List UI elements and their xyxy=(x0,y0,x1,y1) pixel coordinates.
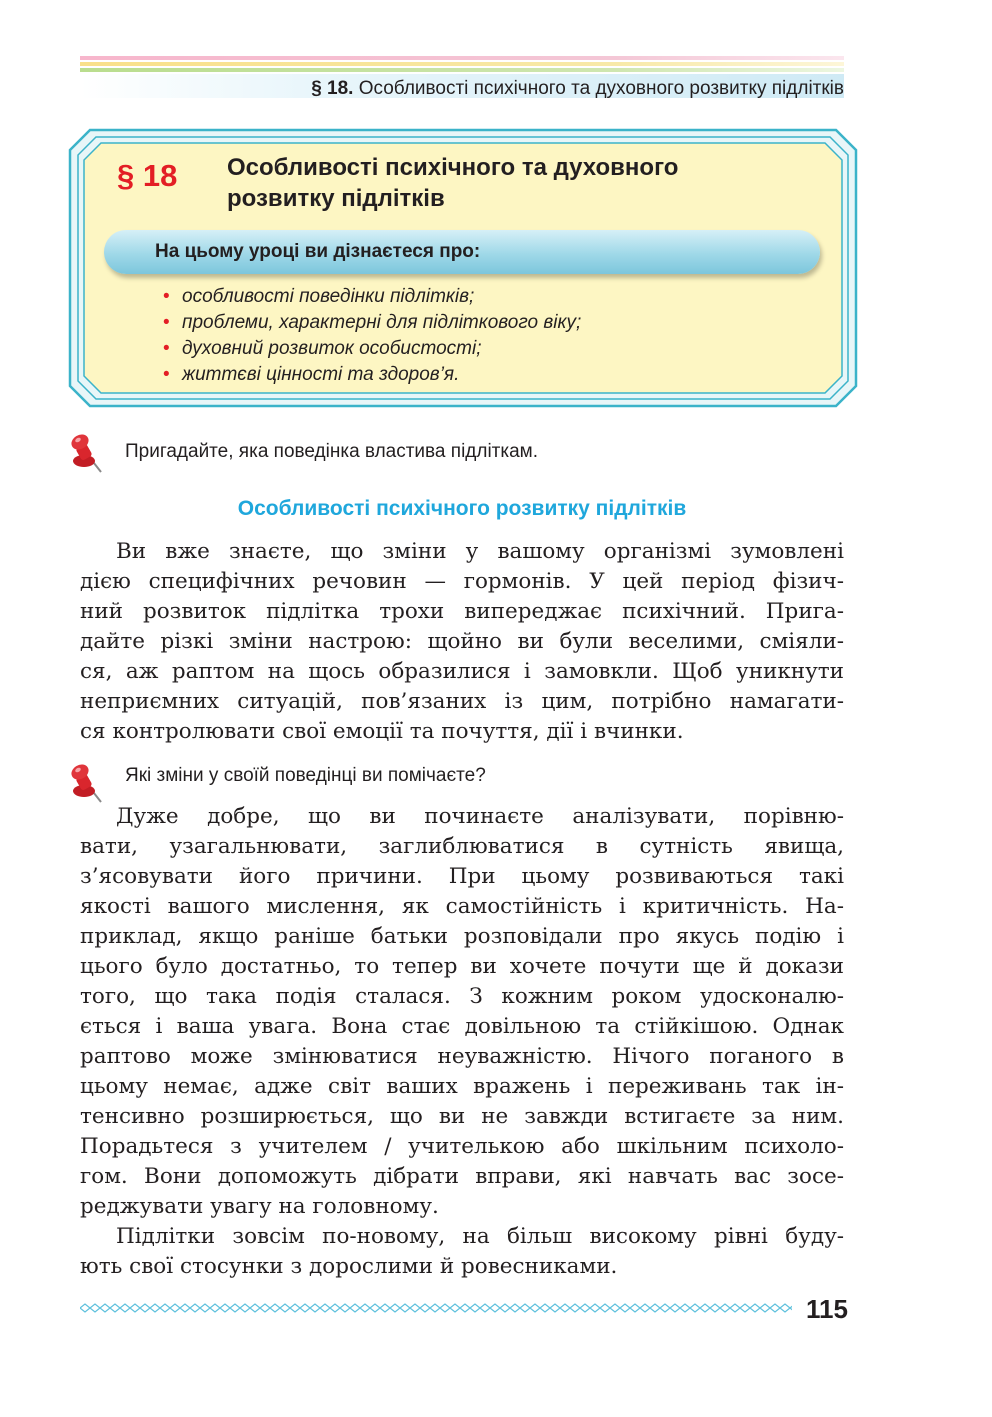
bullet-icon: • xyxy=(163,364,170,385)
text-line: вати, узагальнювати, заглиблюватися в сутність явища, xyxy=(80,834,844,859)
bullet-icon: • xyxy=(163,312,170,333)
recall-prompt: Пригадайте, яка поведінка властива підліткам. xyxy=(125,441,539,462)
bullet-icon: • xyxy=(163,286,170,307)
text-line: якості вашого мислення, як самостійність і критичність. На- xyxy=(80,894,844,919)
text-line: Дуже добре, що ви починаєте аналізувати, порівню- xyxy=(116,804,844,829)
section-number: § 18 xyxy=(117,158,178,193)
list-item-text: особливості поведінки підлітків; xyxy=(182,286,475,307)
bullet-icon: • xyxy=(163,338,170,359)
text-line: ся, аж раптом на щось образилися і замовкли. Щоб уникнути xyxy=(80,659,844,684)
text-line: реджувати увагу на головному. xyxy=(80,1194,439,1219)
text-line: тенсивно розширюється, що ви не завжди встигаєте за ним. xyxy=(80,1104,844,1129)
text-line: ється і ваша увага. Вона стає довільною та стійкішою. Однак xyxy=(80,1014,844,1039)
paragraph-1 xyxy=(80,537,844,747)
list-item-text: життєві цінності та здоров’я. xyxy=(182,364,460,385)
running-head xyxy=(311,78,844,100)
learn-list xyxy=(160,284,581,388)
running-head-title: Особливості психічного та духовного розвитку підлітків xyxy=(353,78,844,99)
text-line: з’ясовувати його причини. При цьому розвиваються такі xyxy=(80,864,844,889)
paragraph-2 xyxy=(80,802,844,1222)
text-line: Порадьтеся з учителем / учителькою або шкільним психоло- xyxy=(80,1134,844,1159)
page-number: 115 xyxy=(806,1294,848,1324)
text-line: цьому немає, адже світ ваших вражень і переживань так ін- xyxy=(80,1074,844,1099)
text-line: раптово може змінюватися неуважністю. Нічого поганого в xyxy=(80,1044,844,1069)
subheading: Особливості психічного розвитку підлітків xyxy=(237,497,687,520)
text-line: ють свої стосунки з дорослими й ровесниками. xyxy=(80,1254,618,1279)
list-item xyxy=(160,336,581,362)
text-line: Підлітки зовсім по-новому, на більш високому рівні буду- xyxy=(116,1224,844,1249)
paragraph-3 xyxy=(80,1222,844,1282)
text-line: Ви вже знаєте, що зміни у вашому організмі зумовлені xyxy=(116,539,844,564)
text-line: цього було достатньо, то тепер ви хочете почути ще й докази xyxy=(80,954,844,979)
text-line: гом. Вони допоможуть дібрати вправи, які навчать вас зосе- xyxy=(80,1164,844,1189)
text-line: дією специфічних речовин — гормонів. У цей період фізич- xyxy=(80,569,844,594)
section-title-line1: Особливості психічного та духовного xyxy=(227,154,679,181)
pushpin-icon xyxy=(70,432,110,476)
list-item-text: духовний розвиток особистості; xyxy=(182,338,482,359)
list-item xyxy=(160,310,581,336)
text-line: ся контролювати свої емоції та почуття, дії і вчинки. xyxy=(80,719,684,744)
running-head-section: § 18. xyxy=(311,78,354,99)
text-line: неприємних ситуацій, пов’язаних із цим, потрібно намагати- xyxy=(80,689,844,714)
list-item-text: проблеми, характерні для підліткового віку; xyxy=(182,312,582,333)
text-line: того, що така подія сталася. З кожним роком удосконалю- xyxy=(80,984,844,1009)
learn-label: На цьому уроці ви дізнаєтеся про: xyxy=(155,241,481,262)
section-title-line2: розвитку підлітків xyxy=(227,185,445,212)
section-title xyxy=(227,152,787,214)
text-line: дайте різкі зміни настрою: щойно ви були веселими, сміяли- xyxy=(80,629,844,654)
pushpin-icon xyxy=(70,762,110,806)
question-prompt: Які зміни у своїй поведінці ви помічаєте? xyxy=(125,765,486,786)
footer-wave-divider xyxy=(80,1301,792,1315)
list-item xyxy=(160,284,581,310)
text-line: приклад, якщо раніше батьки розповідали про якусь подію і xyxy=(80,924,844,949)
text-line: ний розвиток підлітка трохи випереджає психічний. Пригa- xyxy=(80,599,844,624)
list-item xyxy=(160,362,581,388)
